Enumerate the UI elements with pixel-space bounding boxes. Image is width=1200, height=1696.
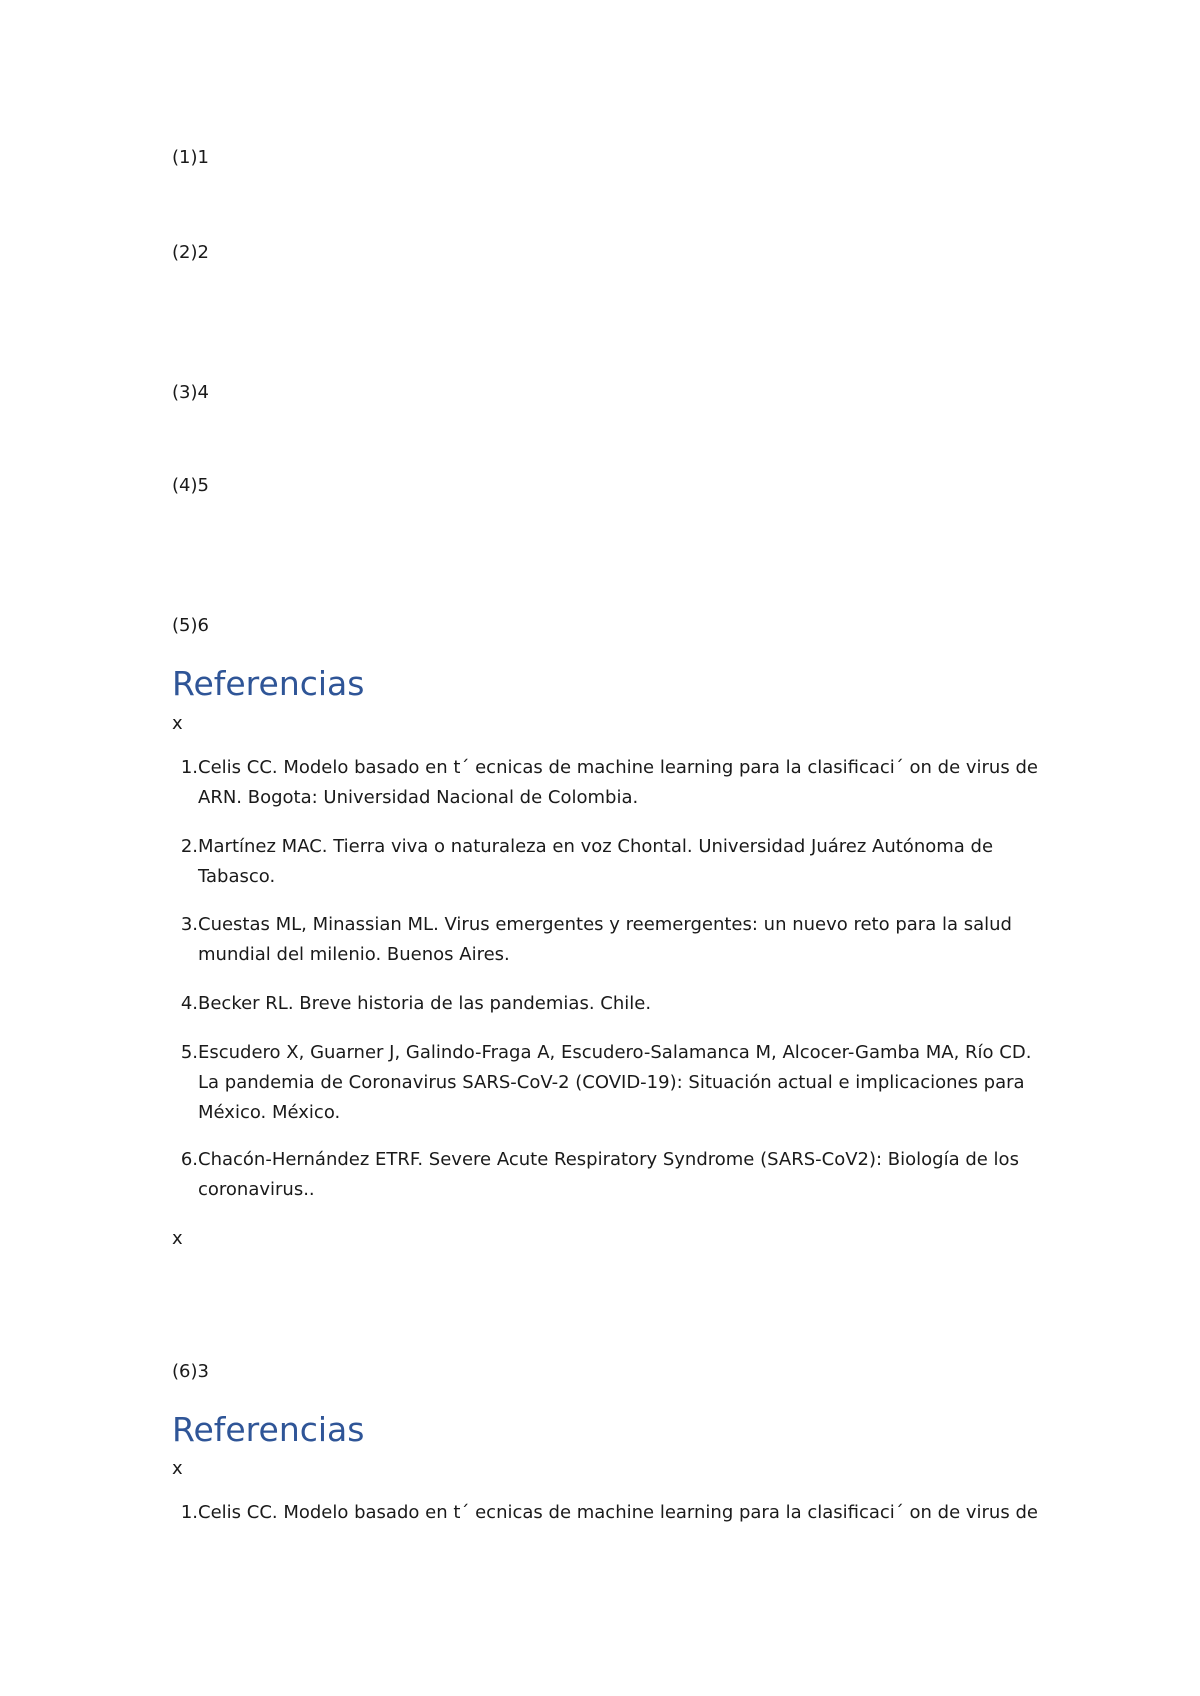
reference-number: 1. (180, 757, 198, 778)
references-marker-start-2: x (172, 1458, 183, 1479)
citation-1: (1)1 (172, 147, 209, 168)
reference-number: 3. (180, 914, 198, 935)
references-marker-start: x (172, 713, 183, 734)
reference-text: Celis CC. Modelo basado en t´ ecnicas de machine learning para la clasificaci´ on de virus de ARN. Bogota: Universidad Nacional de Colombia. (198, 757, 1038, 808)
reference-number: 5. (180, 1042, 198, 1063)
citation-2: (2)2 (172, 242, 209, 263)
reference-number: 6. (180, 1149, 198, 1170)
reference-number: 2. (180, 836, 198, 857)
citation-6: (6)3 (172, 1361, 209, 1382)
reference-number: 4. (180, 993, 198, 1014)
citation-5: (5)6 (172, 615, 209, 636)
reference-text: Chacón-Hernández ETRF. Severe Acute Respiratory Syndrome (SARS-CoV2): Biología de los coronavirus.. (198, 1149, 1019, 1200)
citation-4: (4)5 (172, 475, 209, 496)
references-heading-2: Referencias (172, 1410, 365, 1449)
citation-3: (3)4 (172, 382, 209, 403)
reference-text: Celis CC. Modelo basado en t´ ecnicas de machine learning para la clasificaci´ on de virus de (198, 1502, 1038, 1523)
reference-text: Escudero X, Guarner J, Galindo-Fraga A, Escudero-Salamanca M, Alcocer-Gamba MA, Río CD. La pandemia de Coronavirus SARS-CoV-2 (COVID-19): Situación actual e implicaciones para México. México. (198, 1042, 1032, 1123)
references-heading: Referencias (172, 664, 365, 703)
reference-text: Becker RL. Breve historia de las pandemias. Chile. (198, 993, 652, 1014)
reference-text: Martínez MAC. Tierra viva o naturaleza en voz Chontal. Universidad Juárez Autónoma de Tabasco. (198, 836, 994, 887)
reference-text: Cuestas ML, Minassian ML. Virus emergentes y reemergentes: un nuevo reto para la salud mundial del milenio. Buenos Aires. (198, 914, 1012, 965)
references-marker-end: x (172, 1228, 183, 1249)
reference-number: 1. (180, 1502, 198, 1523)
